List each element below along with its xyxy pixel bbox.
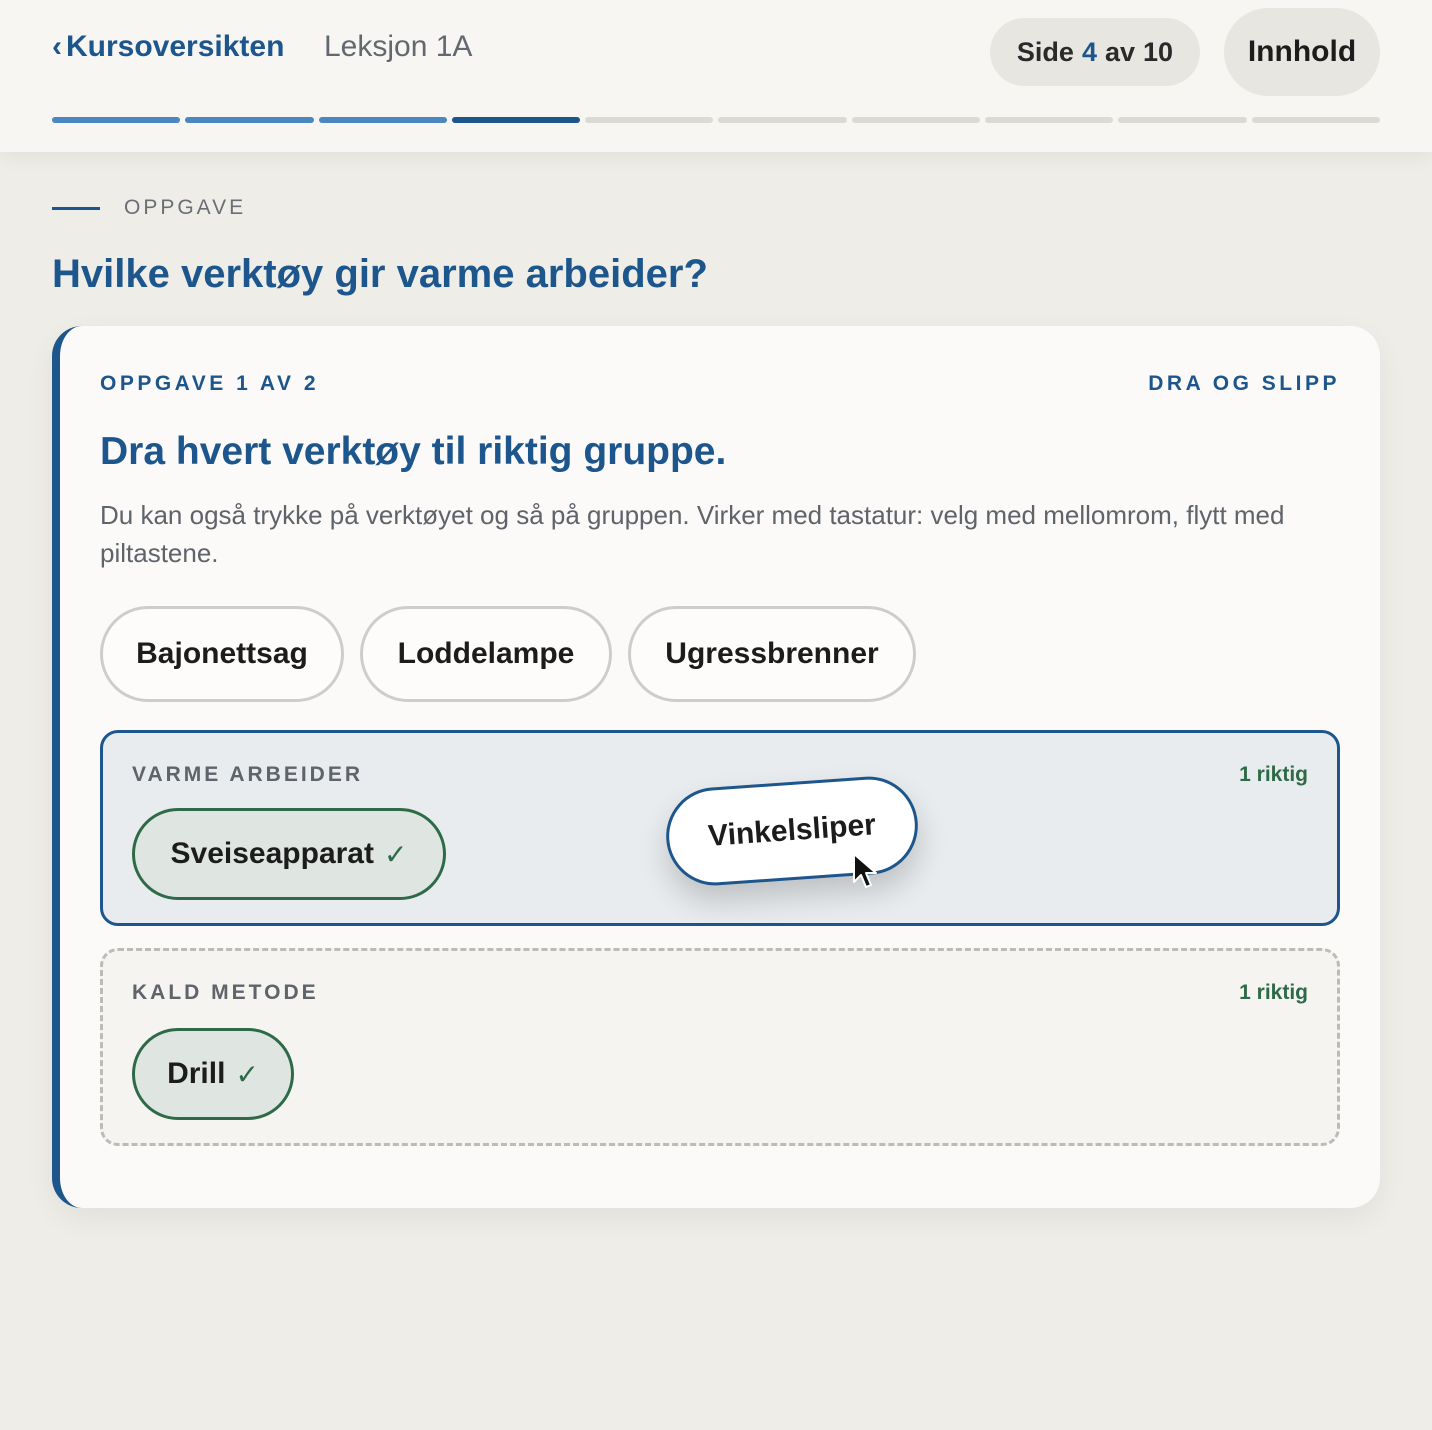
back-to-course-overview-link[interactable] [52,30,284,64]
back-link-label: Kursoversikten [66,30,285,63]
mouse-pointer-icon [852,852,878,890]
lesson-name: Leksjon 1A [324,30,473,63]
drop-zone-kald-metode[interactable] [100,948,1340,1146]
contents-button[interactable]: Innhold [1224,8,1380,96]
drop-zone-label: KALD METODE [132,981,319,1004]
task-counter: OPPGAVE 1 AV 2 [100,372,319,395]
page-indicator [990,18,1200,86]
dragging-tool-chip-vinkelsliper[interactable]: Vinkelsliper [663,773,921,888]
placed-chip-label: Sveiseapparat [170,837,374,870]
task-card [52,326,1380,1208]
page-title: Hvilke verktøy gir varme arbeider? [52,252,708,296]
section-eyebrow: OPPGAVE [124,196,247,219]
progress-segment [985,117,1113,123]
drop-zone-correct-count: 1 riktig [1239,981,1308,1004]
progress-segment [1118,117,1246,123]
progress-segment [185,117,313,123]
page-current: 4 [1081,36,1097,67]
tool-chip-loddelampe[interactable]: Loddelampe [360,606,612,702]
page-mid: av [1104,36,1136,67]
task-type-label: DRA OG SLIPP [1148,372,1340,395]
placed-chip-drill[interactable] [132,1028,294,1120]
progress-segment [52,117,180,123]
progress-segment [319,117,447,123]
eyebrow-divider [52,207,100,210]
tool-chip-ugressbrenner[interactable]: Ugressbrenner [628,606,916,702]
top-bar [0,0,1432,152]
lesson-progress-bar [52,117,1380,123]
progress-segment [852,117,980,123]
drop-zone-correct-count: 1 riktig [1239,763,1308,786]
drop-zone-label: VARME ARBEIDER [132,763,364,786]
progress-segment [718,117,846,123]
placed-chip-label: Drill [167,1057,226,1090]
progress-segment [585,117,713,123]
checkmark-icon: ✓ [383,838,408,870]
tool-chip-bajonettsag[interactable]: Bajonettsag [100,606,344,702]
progress-segment [1252,117,1380,123]
page-total: 10 [1143,36,1174,67]
chevron-left-icon: ‹ [52,30,62,63]
progress-segment [452,117,580,123]
task-description: Du kan også trykke på verktøyet og så på gruppen. Virker med tastatur: velg med mellomrom, flytt med piltastene. [100,500,1285,568]
page-prefix: Side [1016,36,1074,67]
task-title: Dra hvert verktøy til riktig gruppe. [100,430,727,473]
placed-chip-sveiseapparat[interactable] [132,808,446,900]
checkmark-icon: ✓ [235,1058,259,1090]
